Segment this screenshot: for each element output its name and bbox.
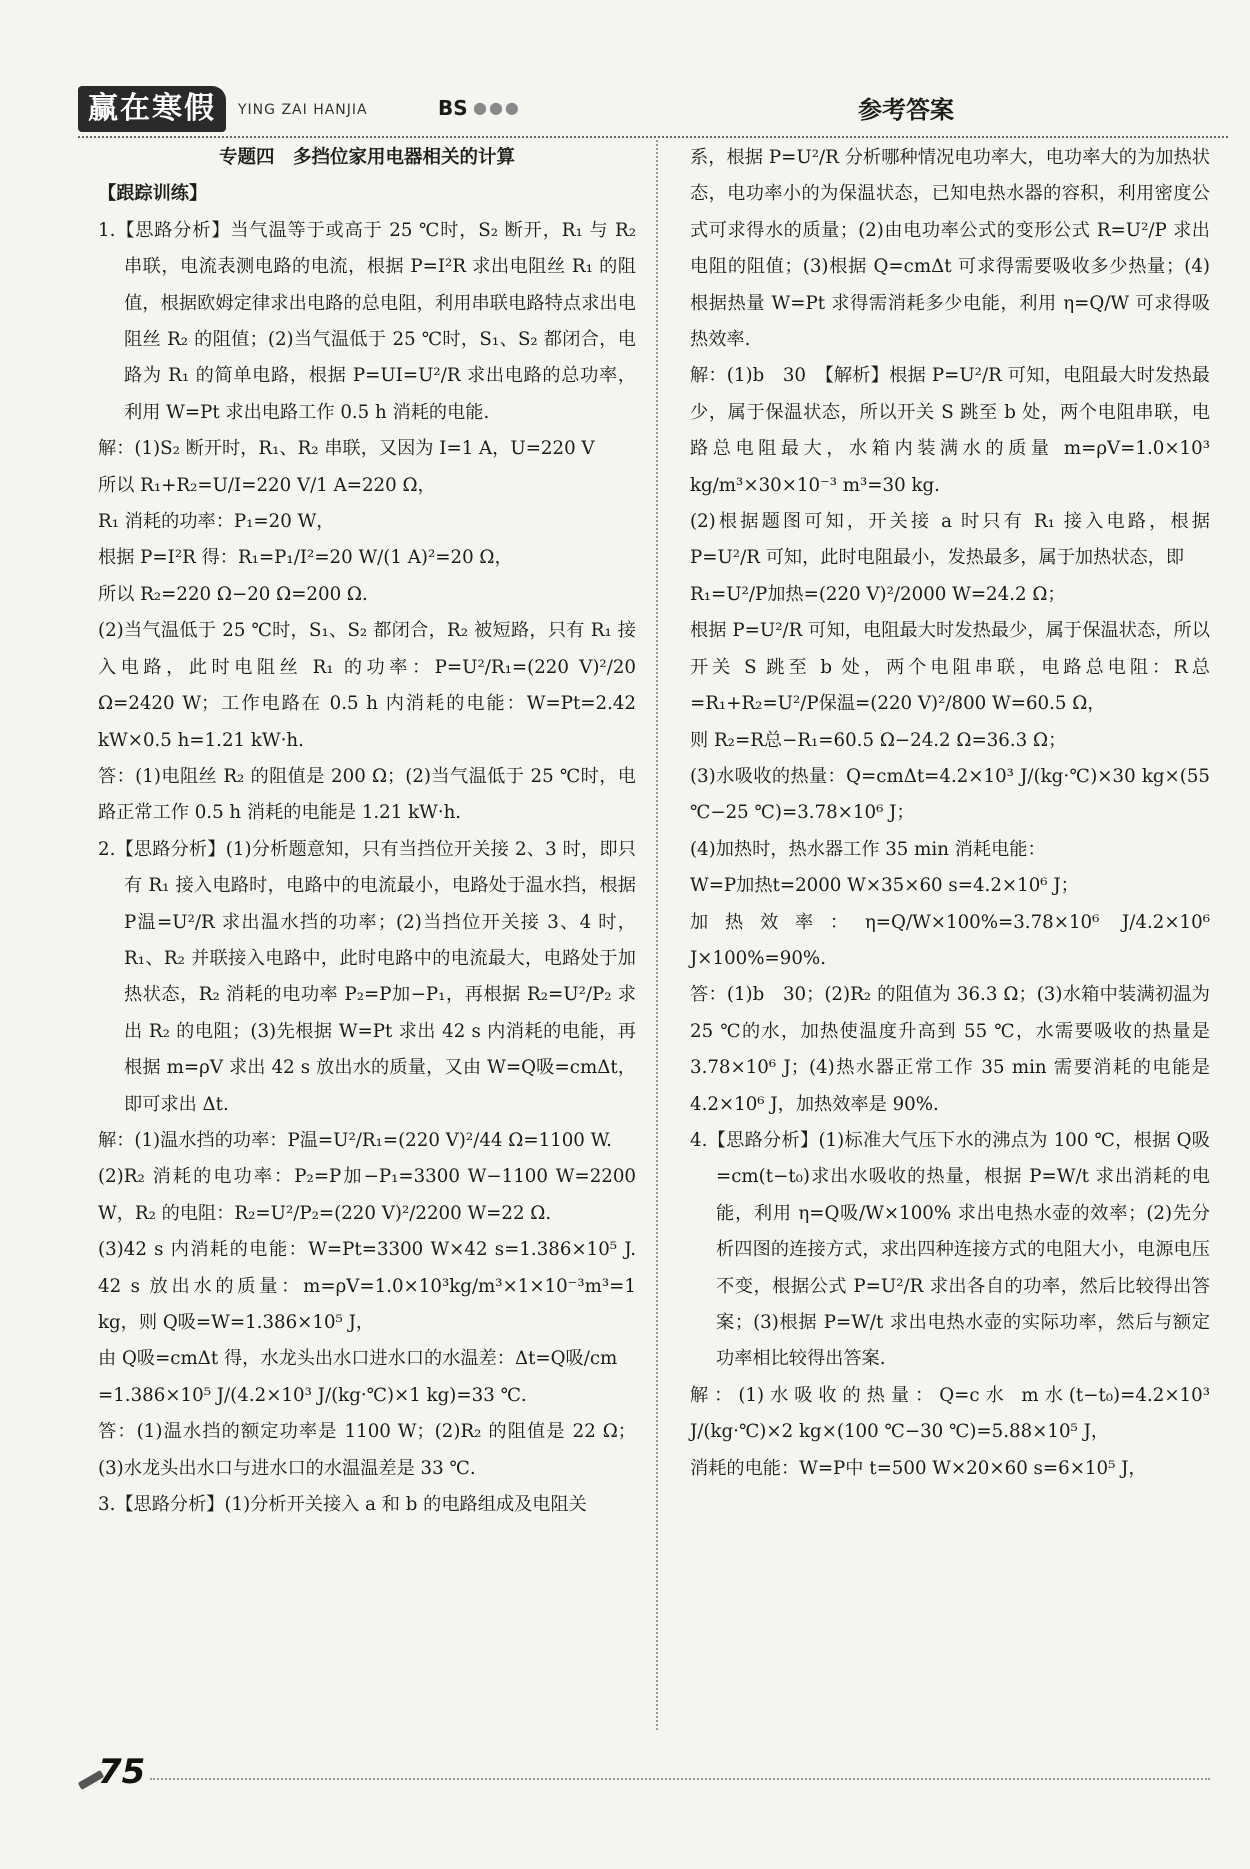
answer-line: 解：(1)水吸收的热量：Q=c水 m水(t−t₀)=4.2×10³ J/(kg·℃)×2 kg×(100 ℃−30 ℃)=5.88×10⁵ J， xyxy=(690,1384,1210,1443)
answer-line: 解：(1)b 30 【解析】根据 P=U²/R 可知，电阻最大时发热最少，属于保温状态，所以开关 S 跳至 b 处，两个电阻串联，电路总电阻最大，水箱内装满水的质量 m=ρV=1.0×10³ kg/m³×30×10⁻³ m³=30 kg. xyxy=(690,365,1210,496)
answer-line: 由 Q吸=cmΔt 得，水龙头出水口进水口的水温差：Δt=Q吸/cm xyxy=(98,1348,618,1370)
answer-line: (3)水吸收的热量：Q=cmΔt=4.2×10³ J/(kg·℃)×30 kg×(55 ℃−25 ℃)=3.78×10⁶ J； xyxy=(690,765,1210,824)
answer-line: 1.【思路分析】当气温等于或高于 25 ℃时，S₂ 断开，R₁ 与 R₂ 串联，电流表测电路的电流，根据 P=I²R 求出电阻丝 R₁ 的阻值，根据欧姆定律求出电路的总电阻，利用串联电路特点求出电阻丝 R₂ 的阻值；(2)当气温低于 25 ℃时，S₁、S₂ 都闭合，电路为 R₁ 的简单电路，根据 P=UI=U²/R 求出电路的总功率，利用 W=Pt 求出电路工作 0.5 h 消耗的电能. xyxy=(98,219,636,423)
answer-line: 4.【思路分析】(1)标准大气压下水的沸点为 100 ℃，根据 Q吸=cm(t−t₀)求出水吸收的热量，根据 P=W/t 求出消耗的电能，利用 η=Q吸/W×100% 求出电热水壶的效率；(2)先分析四图的连接方式，求出四种连接方式的电阻大小，电源电压不变，根据公式 P=U²/R 求出各自的功率，然后比较得出答案；(3)根据 P=W/t 求出电热水壶的实际功率，然后与额定功率相比较得出答案. xyxy=(690,1129,1210,1370)
answer-line: 答：(1)b 30；(2)R₂ 的阻值为 36.3 Ω；(3)水箱中装满初温为 25 ℃的水，加热使温度升高到 55 ℃，水需要吸收的热量是 3.78×10⁶ J；(4)热水器正常工作 35 min 需要消耗的电能是 4.2×10⁶ J，加热效率是 90%. xyxy=(690,984,1210,1115)
book-logo: 赢在寒假 xyxy=(78,86,226,132)
section-label: 【跟踪训练】 xyxy=(98,183,208,205)
answer-line: 则 R₂=R总−R₁=60.5 Ω−24.2 Ω=36.3 Ω； xyxy=(690,729,1067,751)
answer-line: W=P加热t=2000 W×35×60 s=4.2×10⁶ J； xyxy=(690,875,1079,897)
header-divider xyxy=(78,136,1228,138)
answer-line: 答：(1)温水挡的额定功率是 1100 W；(2)R₂ 的阻值是 22 Ω；(3)水龙头出水口与进水口的水温温差是 33 ℃. xyxy=(98,1421,636,1479)
edition-badge: BS xyxy=(438,96,468,120)
answer-line: 3.【思路分析】(1)分析开关接入 a 和 b 的电路组成及电阻关 xyxy=(98,1494,587,1516)
answer-line: (4)加热时，热水器工作 35 min 消耗电能： xyxy=(690,838,1046,860)
answer-line: 根据 P=U²/R 可知，电阻最大时发热最少，属于保温状态，所以开关 S 跳至 b 处，两个电阻串联，电路总电阻：R总=R₁+R₂=U²/P保温=(220 V)²/800 W=60.5 Ω， xyxy=(690,620,1210,715)
answer-line: 2.【思路分析】(1)分析题意知，只有当挡位开关接 2、3 时，即只有 R₁ 接入电路时，电路中的电流最小，电路处于温水挡，根据 P温=U²/R 求出温水挡的功率；(2)当挡位开关接 3、4 时，R₁、R₂ 并联接入电路中，此时电路中的电流最大，电路处于加热状态，R₂ 消耗的电功率 P₂=P加−P₁，再根据 R₂=U²/P₂ 求出 R₂ 的电阻；(3)先根据 W=Pt 求出 42 s 内消耗的电能，再根据 m=ρV 求出 42 s 放出水的质量，又由 W=Q吸=cmΔt，即可求出 Δt. xyxy=(98,838,636,1115)
book-pinyin: YING ZAI HANJIA xyxy=(238,102,368,118)
answer-line: 解：(1)S₂ 断开时，R₁、R₂ 串联，又因为 I=1 A，U=220 V xyxy=(98,438,595,460)
header-title: 参考答案 xyxy=(858,96,954,124)
answer-line: (2)当气温低于 25 ℃时，S₁、S₂ 都闭合，R₂ 被短路，只有 R₁ 接入电路，此时电阻丝 R₁ 的功率：P=U²/R₁=(220 V)²/20 Ω=2420 W；工作电路在 0.5 h 内消耗的电能：W=Pt=2.42 kW×0.5 h=1.21 kW·h. xyxy=(98,620,636,751)
header-dots-icon: ●●● xyxy=(473,98,521,117)
answer-line: 消耗的电能：W=P中 t=500 W×20×60 s=6×10⁵ J， xyxy=(690,1457,1147,1479)
left-column xyxy=(98,140,636,1523)
footer-divider xyxy=(150,1778,1210,1780)
answer-line: 答：(1)电阻丝 R₂ 的阻值是 200 Ω；(2)当气温低于 25 ℃时，电路正常工作 0.5 h 消耗的电能是 1.21 kW·h. xyxy=(98,765,636,824)
page-number: 75 xyxy=(98,1752,146,1792)
answer-line: (2)R₂ 消耗的电功率：P₂=P加−P₁=3300 W−1100 W=2200 W，R₂ 的电阻：R₂=U²/P₂=(220 V)²/2200 W=22 Ω. xyxy=(98,1166,636,1224)
answer-line: 系，根据 P=U²/R 分析哪种情况电功率大，电功率大的为加热状态，电功率小的为保温状态，已知电热水器的容积，利用密度公式可求得水的质量；(2)由电功率公式的变形公式 R=U²/P 求出电阻的阻值；(3)根据 Q=cmΔt 可求得需要吸收多少热量；(4)根据热量 W=Pt 求得需消耗多少电能，利用 η=Q/W 可求得吸热效率. xyxy=(690,147,1210,351)
answer-line: =1.386×10⁵ J/(4.2×10³ J/(kg·℃)×1 kg)=33 ℃. xyxy=(98,1384,527,1406)
answer-line: R₁=U²/P加热=(220 V)²/2000 W=24.2 Ω； xyxy=(690,583,1066,605)
answer-line: 加热效率：η=Q/W×100%=3.78×10⁶ J/4.2×10⁶ J×100%=90%. xyxy=(690,911,1210,969)
answer-line: (2)根据题图可知，开关接 a 时只有 R₁ 接入电路，根据 P=U²/R 可知，此时电阻最小，发热最多，属于加热状态，即 xyxy=(690,511,1210,569)
topic-title: 专题四 多挡位家用电器相关的计算 xyxy=(218,147,515,168)
right-column xyxy=(690,140,1210,1487)
answer-line: 解：(1)温水挡的功率：P温=U²/R₁=(220 V)²/44 Ω=1100 W. xyxy=(98,1129,612,1151)
answer-line: 所以 R₁+R₂=U/I=220 V/1 A=220 Ω， xyxy=(98,474,436,496)
column-divider xyxy=(656,140,658,1730)
answer-line: 所以 R₂=220 Ω−20 Ω=200 Ω. xyxy=(98,583,368,605)
answer-line: 根据 P=I²R 得：R₁=P₁/I²=20 W/(1 A)²=20 Ω， xyxy=(98,547,513,569)
answer-line: (3)42 s 内消耗的电能：W=Pt=3300 W×42 s=1.386×10⁵ J. 42 s 放出水的质量：m=ρV=1.0×10³kg/m³×1×10⁻³m³=1 kg，则 Q吸=W=1.386×10⁵ J， xyxy=(98,1239,636,1333)
answer-line: R₁ 消耗的功率：P₁=20 W， xyxy=(98,511,335,533)
page-header xyxy=(78,86,1228,138)
